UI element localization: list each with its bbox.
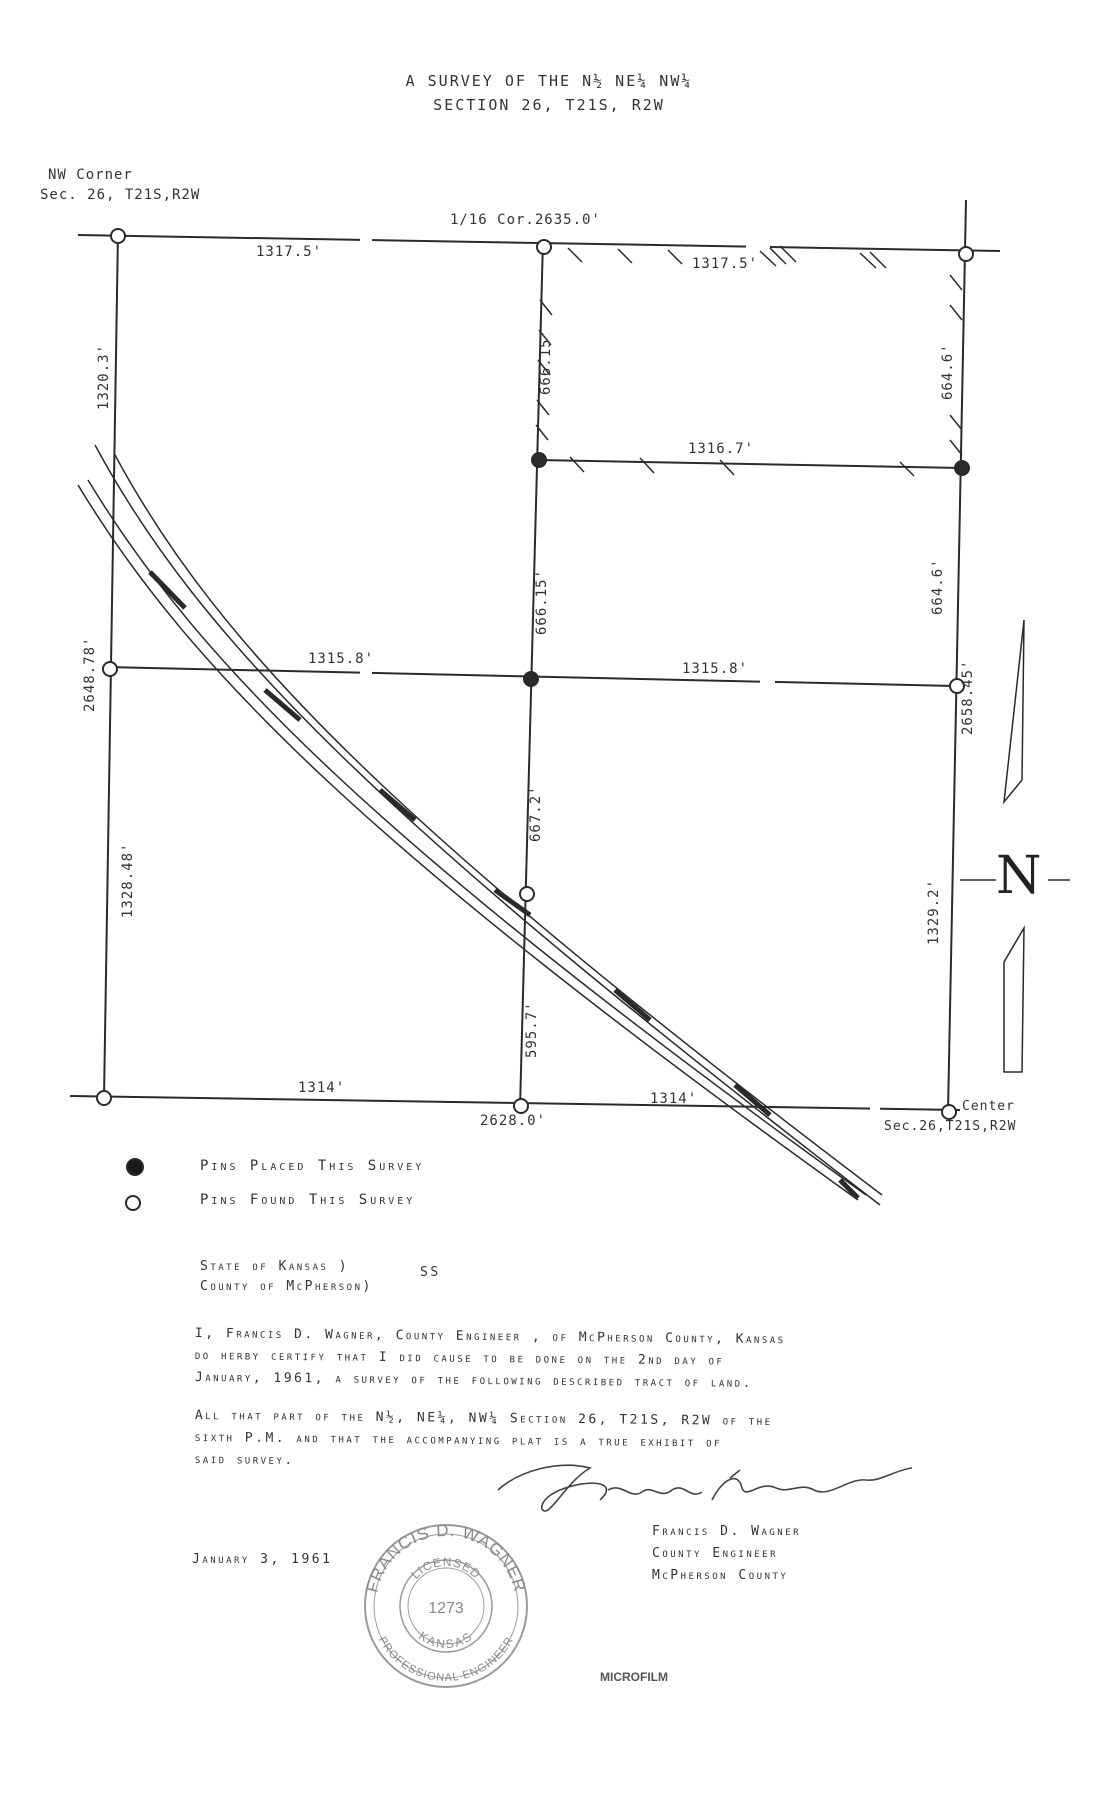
seal-number: 1273	[428, 1600, 464, 1617]
seal-text	[362, 1521, 529, 1684]
plat-subtitle: SECTION 26, T21S, R2W	[433, 96, 665, 114]
legend-found-label: Pins Found This Survey	[200, 1192, 416, 1208]
microfilm-stamp: MICROFILM	[600, 1670, 668, 1684]
pin-found	[103, 662, 117, 676]
seal-licensed: LICENSED	[408, 1554, 484, 1582]
north-tract-south-line	[538, 460, 962, 468]
legend-found-pin-icon	[126, 1196, 140, 1210]
dimension-label: 1328.48'	[120, 842, 136, 918]
dimension-label: 2628.0'	[480, 1113, 547, 1129]
engineer-name: Francis D. Wagner	[652, 1524, 802, 1539]
highway-centerline	[88, 480, 866, 1195]
seal-state: KANSAS	[416, 1628, 476, 1652]
certification-line: sixth P.M. and that the accompanying plat is a true exhibit of	[194, 1430, 723, 1451]
dimension-label: 1317.5'	[256, 244, 323, 260]
pin-found	[520, 887, 534, 901]
dimension-label: 1314'	[650, 1091, 698, 1107]
sixteenth-corner-label: 1/16 Cor.2635.0'	[450, 212, 601, 228]
center-corner-label: Center	[962, 1099, 1015, 1114]
svg-text:KANSAS	[416, 1629, 475, 1652]
pin-found	[111, 229, 125, 243]
venue-county: County of McPherson)	[200, 1279, 373, 1294]
pin-found	[97, 1091, 111, 1105]
pin-found	[959, 247, 973, 261]
highway	[78, 445, 882, 1205]
seal-profession: PROFESSIONAL ENGINEER	[375, 1634, 517, 1685]
pin-found	[514, 1099, 528, 1113]
venue-state: State of Kansas )	[200, 1259, 350, 1274]
signature	[498, 1465, 912, 1511]
east-line	[948, 200, 966, 1112]
dimension-label: 1320.3'	[96, 343, 112, 410]
engineer-county: McPherson County	[652, 1568, 789, 1583]
center-corner-section: Sec.26,T21S,R2W	[884, 1119, 1017, 1134]
boundary-lines	[70, 200, 1000, 1112]
dimension-label: 666.15'	[534, 568, 550, 635]
dimension-label: 2648.78'	[82, 636, 98, 712]
certification-line: All that part of the N½, NE¼, NW¼ Section 26, T21S, R2W of the	[194, 1408, 773, 1430]
dimension-label: 664.6'	[940, 343, 956, 400]
pins	[97, 229, 973, 1119]
certification-line: said survey.	[194, 1452, 295, 1469]
legend-symbols	[126, 1159, 143, 1210]
dimension-label: 595.7'	[524, 1001, 540, 1058]
pin-found	[537, 240, 551, 254]
engineer-title: County Engineer	[652, 1546, 779, 1561]
pin-placed	[524, 672, 538, 686]
north-arrow-label: N	[996, 846, 1043, 906]
certification-line: I, Francis D. Wagner, County Engineer , of McPherson County, Kansas	[194, 1326, 786, 1348]
north-arrow-tail	[1004, 928, 1024, 1072]
highway-outer-line	[95, 445, 880, 1205]
dimension-label: 2658.45'	[960, 659, 976, 735]
dimension-label: 1315.8'	[682, 661, 749, 677]
plat-title: A SURVEY OF THE N½ NE¼ NW¼	[405, 72, 693, 90]
dimension-label: 1316.7'	[688, 441, 755, 457]
nw-corner-label: NW Corner	[48, 167, 133, 183]
certification-line: January, 1961, a survey of the following described tract of land.	[194, 1370, 754, 1391]
dimension-label: 1314'	[298, 1080, 346, 1096]
venue-ss: SS	[420, 1265, 441, 1280]
seal-name: FRANCIS D. WAGNER	[362, 1520, 530, 1595]
pin-placed	[532, 453, 546, 467]
legend-placed-label: Pins Placed This Survey	[200, 1158, 425, 1174]
dimension-label: 1317.5'	[692, 256, 759, 272]
pin-placed	[955, 461, 969, 475]
pin-found	[942, 1105, 956, 1119]
north-arrow-head	[1004, 620, 1024, 802]
dimension-label: 664.6'	[930, 558, 946, 615]
dimension-label: 666.15'	[538, 328, 554, 395]
dimension-label: 1329.2'	[926, 878, 942, 945]
survey-date: January 3, 1961	[192, 1552, 333, 1567]
nw-corner-section: Sec. 26, T21S,R2W	[40, 187, 201, 203]
legend-placed-pin-icon	[127, 1159, 143, 1175]
certification-line: do herby certify that I did cause to be done on the 2nd day of	[194, 1348, 725, 1369]
dimension-label: 667.2'	[528, 785, 544, 842]
highway-dashes	[150, 572, 858, 1198]
dimension-label: 1315.8'	[308, 651, 375, 667]
highway-outer-line	[115, 455, 882, 1195]
